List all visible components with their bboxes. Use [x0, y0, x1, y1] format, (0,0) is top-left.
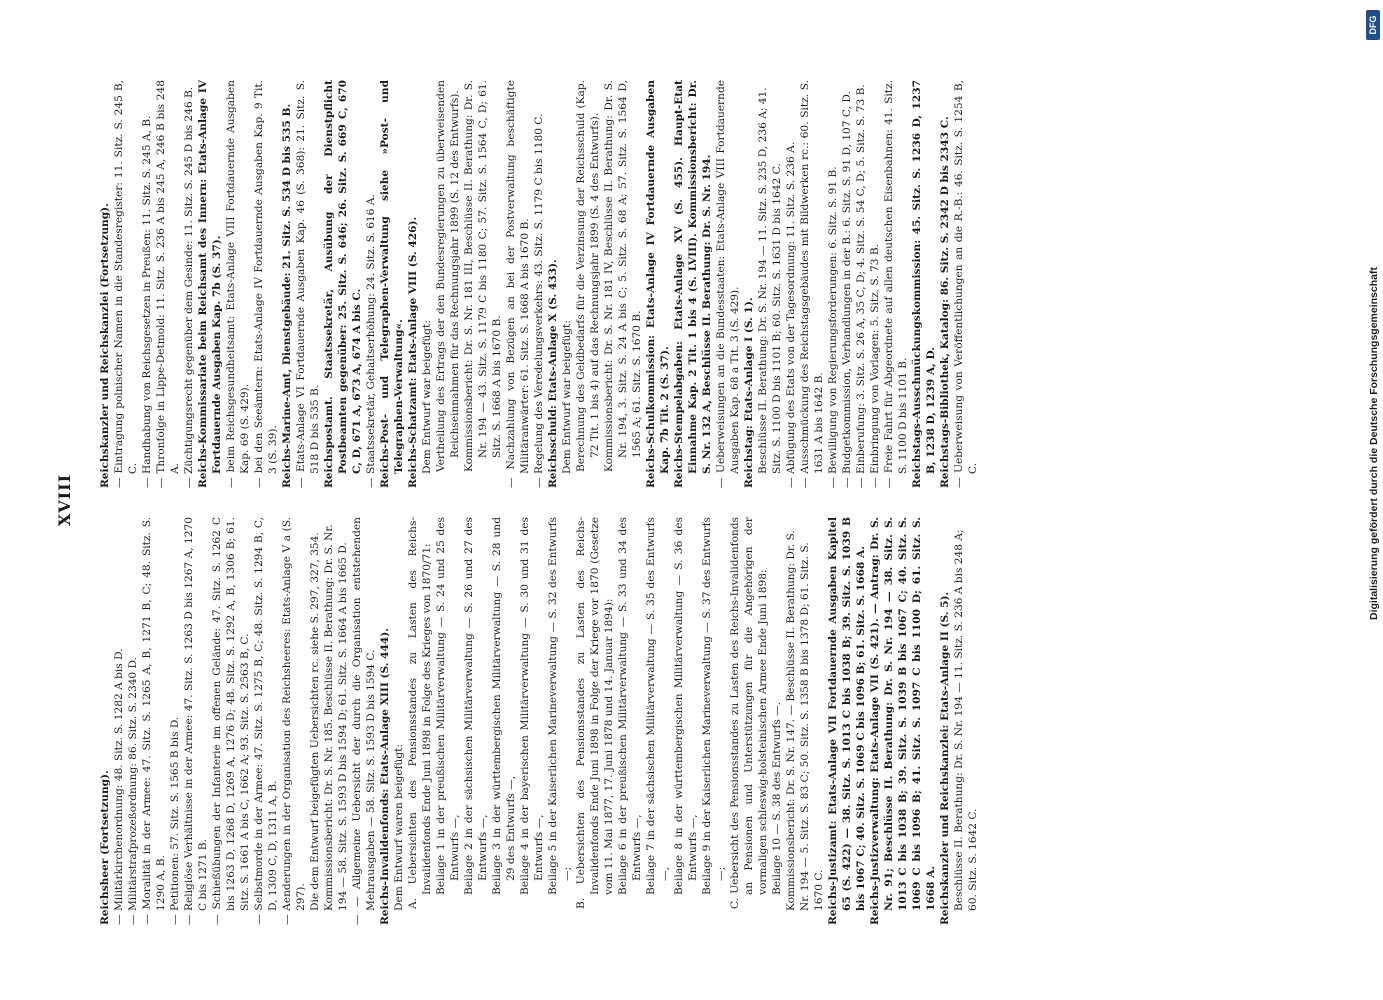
index-entry: — Religiöse Verhältnisse in der Armee: 47. Sitz. S. 1263 D bis 1267 A, 1270 C bis 1271 B.: [183, 517, 209, 925]
dfg-logo: [1366, 10, 1380, 40]
index-entry: — Ausschmückung des Reichstagsgebäudes mit Bildwerken rc.: 60. Sitz. S. 1631 A bis 1642 B.: [799, 80, 825, 488]
index-entry: Beilage 3 in der württembergischen Militärverwaltung — S. 28 und 29 des Entwurfs —,: [491, 517, 517, 895]
index-entry: Beschlüsse II. Berathung: Dr. S. Nr. 194 — 11. Sitz. S. 235 D, 236 A; 41. Sitz. S. 1100 D bis 1101 B; 60. Sitz. S. 1631 D bis 1642 C.: [757, 87, 783, 474]
index-heading: Reichs-Schulkommission: Etats-Anlage IV Fortdauernde Ausgaben Kap. 7b Tit. 2 (S. 37).: [645, 80, 671, 488]
index-heading: Reichsschuld: Etats-Anlage X (S. 433).: [547, 259, 559, 488]
index-entry: Kommissionsbericht: Dr. S. Nr. 181 IV, Beschlüsse II. Berathung: Dr. S. Nr. 194, 3. Sitz. S. 24 A bis C; 5. Sitz. S. 68 A; 57. Sitz. S. 1564 D, 1565 A; 61. Sitz. S. 1670 B.: [603, 80, 643, 472]
index-entry: Dem Entwurf war beigefügt:: [561, 320, 573, 474]
index-heading: Reichskanzler und Reichskanzlei: Etats-Anlage II (S. 5).: [939, 591, 951, 925]
index-entry: — Freie Fahrt für Abgeordnete auf allen deutschen Eisenbahnen: 41. Sitz. S. 1100 D bis 1101 B.: [883, 80, 909, 488]
index-entry: — Aenderungen in der Organisation des Reichsheeres: Etats-Anlage V a (S. 297).: [281, 517, 307, 925]
index-entry: — Petitionen: 57. Sitz. S. 1565 B bis D.: [169, 716, 181, 925]
page-number: XVIII: [55, 473, 74, 527]
index-heading: Reichs-Stempelabgaben: Etats-Anlage XV (S. 455). Haupt-Etat Einnahme Kap. 2 Tit. 1 bis 4 (S. LVIII). Kommissionsbericht: Dr. S. Nr. 132 A, Beschlüsse II. Berathung: Dr. S. Nr. 194.: [673, 80, 713, 488]
index-heading: Reichstags-Bibliothek, Katalog: 86. Sitz. S. 2342 D bis 2343 C.: [939, 116, 951, 488]
index-entry: — Regelung des Veredelungsverkehrs: 43. Sitz. S. 1179 C bis 1180 C.: [533, 113, 545, 488]
index-entry: — Eintragung polnischer Namen in die Standesregister: 11. Sitz. S. 245 B, C.: [113, 80, 139, 488]
index-heading: Reichstags-Ausschmückungskommission: 45. Sitz. S. 1236 D, 1237 B, 1238 D, 1239 A, D.: [911, 80, 937, 488]
index-heading: Reichs-Marine-Amt, Dienstgebäude: 21. Sitz. S. 534 D bis 535 B.: [281, 103, 293, 488]
index-entry: — Schießübungen der Infanterie im offenen Gelände: 47. Sitz. S. 1262 C bis 1263 D, 1268 D, 1269 A, 1276 D; 48. Sitz. S. 1292 A, B, 1306 B; 61. Sitz. S. 1661 A bis C, 1662 A; 93. Sitz. S. 2563 B, C.: [211, 517, 251, 925]
index-heading: Reichstag: Etats-Anlage I (S. 1).: [743, 297, 755, 488]
index-entry: Beilage 8 in der württembergischen Militärverwaltung — S. 36 des Entwurfs —,: [673, 517, 699, 895]
index-entry: Beilage 2 in der sächsischen Militärverwaltung — S. 26 und 27 des Entwurfs —,: [463, 517, 489, 895]
index-entry: — Staatssekretär, Gehaltserhöhung: 24. Sitz. S. 616 A.: [365, 194, 377, 488]
index-entry: Beilage 4 in der bayerischen Militärverwaltung — S. 30 und 31 des Entwurfs —,: [519, 517, 545, 895]
index-entry: — beim Reichsgesundheitsamt: Etats-Anlage VIII Fortdauernde Ausgaben Kap. 69 (S. 429).: [225, 80, 251, 488]
index-entry: — — Allgemeine Uebersicht der durch die Organisation entstehenden Mehrausgaben — 58. Sitz. S. 1593 D bis 1594 C.: [351, 517, 377, 925]
index-heading: Reichs-Kommissariate beim Reichsamt des Innern: Etats-Anlage IV Fortdauernde Ausgaben Kap. 7b (S. 37).: [197, 80, 223, 488]
index-entry: — Einbringung von Vorlagen: 5. Sitz. S. 73 B.: [869, 243, 881, 488]
index-entry: Beilage 7 in der sächsischen Militärverwaltung — S. 35 des Entwurfs —,: [645, 517, 671, 895]
index-entry: — Nachzahlung von Bezügen an bei der Postverwaltung beschäftigte Militäranwärter: 61. Sitz. S. 1668 A bis 1670 B.: [505, 80, 531, 488]
index-entry: Beilage 10 — S. 38 des Entwurfs —.: [771, 701, 783, 895]
index-heading: Reichs-Schatzamt: Etats-Anlage VIII (S. 426).: [407, 216, 419, 488]
dfg-logo-text: DFG: [1368, 15, 1378, 35]
index-entry: Dem Entwurf waren beigefügt:: [393, 744, 405, 911]
index-entry: Beschlüsse II. Berathung: Dr. S. Nr. 194 — 11. Sitz. S. 236 A bis 248 A; 60. Sitz. S. 1642 C.: [953, 529, 979, 911]
index-entry: — Budgetkommission, Verhandlungen in der B.: 6. Sitz. S. 91 D, 107 C, D.: [841, 91, 853, 488]
index-entry: — Bewilligung von Regierungsforderungen: 6. Sitz. S. 91 B.: [827, 166, 839, 488]
index-entry: — Thronfolge in Lippe-Detmold: 11. Sitz. S. 236 A bis 245 A, 246 B bis 248 A.: [155, 80, 181, 488]
right-column: [98, 80, 1278, 488]
index-heading: Reichskanzler und Reichskanzlei (Fortsetzung).: [99, 203, 111, 488]
index-heading: Reichs-Justizverwaltung: Etats-Anlage VII (S. 421). — Antrag: Dr. S. Nr. 91; Beschlüsse II. Berathung: Dr. S. Nr. 194 — 38. Sitz. S. 1013 C bis 1038 B; 39. Sitz. S. 1039 B bis 1067 C; 40. Sitz. S. 1069 C bis 1096 B; 41. Sitz. S. 1097 C bis 1100 D; 61. Sitz. S. 1668 A.: [869, 517, 937, 925]
index-entry: Kommissionsbericht: Dr. S. Nr. 181 III, Beschlüsse II. Berathung: Dr. S. Nr. 194 — 43. Sitz. S. 1179 C bis 1180 C; 57. Sitz. S. 1564 C, D; 61. Sitz. S. 1668 A bis 1670 B.: [463, 80, 503, 472]
index-entry: Beilage 1 in der preußischen Militärverwaltung — S. 24 und 25 des Entwurfs —,: [435, 517, 461, 895]
index-entry: — Einberufung: 3. Sitz. S. 26 A, 35 C, D; 4. Sitz. S. 54 C, D; 5. Sitz. S. 73 B.: [855, 84, 867, 488]
index-entry: Berechnung des Geldbedarfs für die Verzinsung der Reichsschuld (Kap. 72 Tit. 1 bis 4) auf das Rechnungsjahr 1899 (S. 4 des Entwurfs).: [575, 80, 601, 472]
index-entry: — Etats-Anlage VI Fortdauernde Ausgaben Kap. 46 (S. 368): 21. Sitz. S. 518 D bis 535 B.: [295, 80, 321, 488]
index-entry: — Ueberweisungen an die Bundesstaaten: Etats-Anlage VIII Fortdauernde Ausgaben Kap. 68 a Tit. 3 (S. 429).: [715, 80, 741, 488]
index-entry: Beilage 6 in der preußischen Militärverwaltung — S. 33 und 34 des Entwurfs —,: [617, 517, 643, 895]
digitization-credit: Digitalisierung gefördert durch die Deutsche Forschungsgemeinschaft: [1368, 267, 1380, 620]
index-entry: Beilage 9 in der Kaiserlichen Marineverwaltung — S. 37 des Entwurfs —;: [701, 517, 727, 895]
index-entry: — bei den Seeämtern: Etats-Anlage IV Fortdauernde Ausgaben Kap. 9 Tit. 3 (S. 39).: [253, 80, 279, 488]
index-entry: B. Uebersichten des Pensionsstandes zu Lasten des Reichs-Invalidenfonds Ende Juni 1898 in Folge der Kriege vor 1870 (Gesetze vom 11. Mai 1877, 17. Juni 1878 und 14. Januar 1894):: [575, 517, 615, 909]
index-heading: Reichs-Justizamt: Etats-Anlage VII Fortdauernde Ausgaben Kapitel 65 (S. 422) — 38. Sitz. S. 1013 C bis 1038 B; 39. Sitz. S. 1039 B bis 1067 C; 40. Sitz. S. 1069 C bis 1096 B; 61. Sitz. S. 1668 A.: [827, 517, 867, 925]
index-entry: — Ueberweisung von Veröffentlichungen an die R.-B.: 46. Sitz. S. 1254 B, C.: [953, 80, 979, 488]
index-heading: Reichsheer (Fortsetzung).: [99, 770, 111, 925]
index-entry: Die dem Entwurf beigefügten Uebersichten rc. siehe S. 297, 327, 354.: [309, 532, 321, 911]
index-entry: — Selbstmorde in der Armee: 47. Sitz. S. 1275 B, C; 48. Sitz. S. 1294 B, C, D, 1309 C, D, 1311 A, B.: [253, 517, 279, 925]
index-heading: Reichspostamt. Staatssekretär, Ausübung der Dienstpflicht Postbeamten gegenüber: 25. Sitz. S. 646; 26. Sitz. S. 669 C, 670 C, D, 671 A, 673 A, 674 A bis C.: [323, 80, 363, 488]
left-column: [98, 517, 1278, 925]
index-entry: A. Uebersichten des Pensionsstandes zu Lasten des Reichs-Invalidenfonds Ende Juni 1898 in Folge des Krieges von 1870/71:: [407, 517, 433, 909]
index-entry: Vertheilung des Ertrags der den Bundesregierungen zu überweisenden Reichseinnahmen für das Rechnungsjahr 1899 (S. 12 des Entwurfs).: [435, 80, 461, 472]
index-entry: C. Uebersicht des Pensionsstandes zu Lasten des Reichs-Invalidenfonds an Pensionen und Unterstützungen für die Angehörigen der vormaligen schleswig-holsteinischen Armee Ende Juni 1898:: [729, 517, 769, 909]
index-entry: — Abfügung des Etats von der Tagesordnung: 11. Sitz. S. 236 A.: [785, 141, 797, 488]
index-entry: — Handhabung von Reichsgesetzen in Preußen: 11. Sitz. S. 245 A, B.: [141, 115, 153, 488]
index-entry: — Züchtigungsrecht gegenüber dem Gesinde: 11. Sitz. S. 245 D bis 246 B.: [183, 86, 195, 488]
index-entry: Kommissionsbericht: Dr. S. Nr. 147. — Beschlüsse II. Berathung: Dr. S. Nr. 194 — 5. Sitz. S. 83 C; 50. Sitz. S. 1358 B bis 1378 D; 61. Sitz. S. 1670 C.: [785, 530, 825, 911]
index-entry: — Moralität in der Armee: 47. Sitz. S. 1265 A, B, 1271 B, C; 48. Sitz. S. 1290 A, B.: [141, 517, 167, 925]
index-entry: Kommissionsbericht: Dr. S. Nr. 185. Beschlüsse II. Berathung: Dr. S. Nr. 194 — 58. Sitz. S. 1593 D bis 1594 D; 61. Sitz. S. 1664 A bis 1665 D.: [323, 524, 349, 911]
index-entry: — Militärstrafprozeßordnung: 86. Sitz. S. 2340 D.: [127, 656, 139, 925]
index-entry: Dem Entwurf war beigefügt:: [421, 320, 433, 474]
index-heading: Reichs-Post- und Telegraphen-Verwaltung siehe »Post- und Telegraphen-Verwaltung«.: [379, 80, 405, 488]
index-entry: Beilage 5 in der Kaiserlichen Marineverwaltung — S. 32 des Entwurfs —;: [547, 517, 573, 895]
index-heading: Reichs-Invalidenfonds: Etats-Anlage XIII (S. 444).: [379, 628, 391, 925]
index-entry: — Militärkirchenordnung: 48. Sitz. S. 1282 A bis D.: [113, 648, 125, 925]
